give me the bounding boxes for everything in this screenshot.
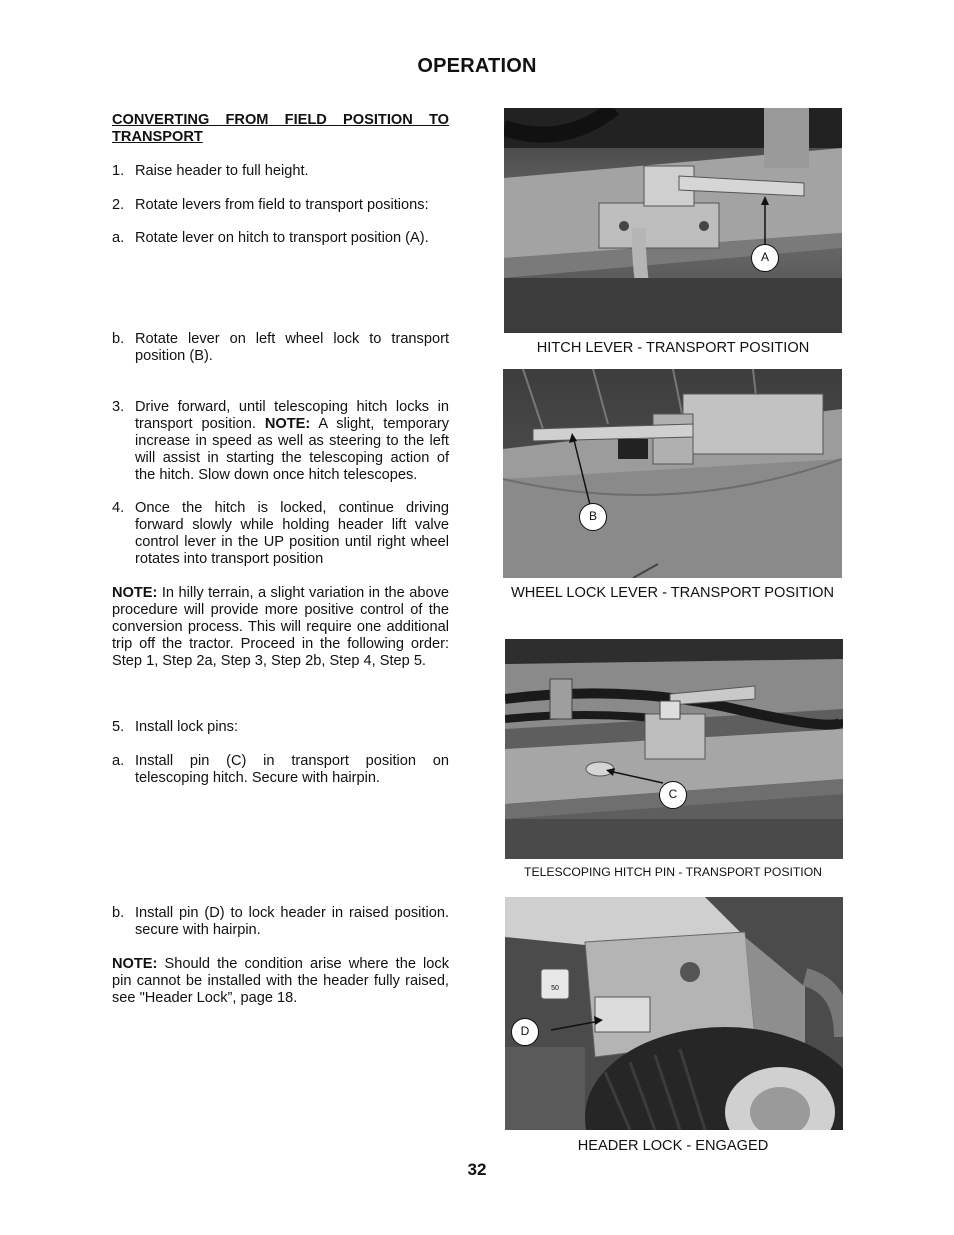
photo-wheel-lock-lever [503,369,842,578]
section-heading: CONVERTING FROM FIELD POSITION TO TRANSPORT [112,112,449,145]
decal-label: 50 [551,985,559,992]
callout-d: D [511,1018,539,1046]
step-text: Rotate lever on hitch to transport position (A). [135,230,429,246]
step-number: 3. [112,399,125,415]
step-text: Raise header to full height. [135,163,309,179]
step-text: Rotate lever on left wheel lock to transport position (B). [135,331,449,364]
note-label: NOTE: [112,585,158,601]
photo-telescoping-hitch-pin [505,639,843,859]
step-3 [112,399,449,484]
step-2b [112,331,449,365]
note-text: In hilly terrain, a slight variation in the above procedure will provide more positive control of the conversion process. This will require one additional trip off the tractor. Proceed in the following order: Step 1, Step 2a, Step 3, Step 2b, Step 4, Step 5. [112,585,449,669]
caption-header-lock: HEADER LOCK - ENGAGED [577,1138,769,1154]
photo-wheel-lock-lever-drawing [503,369,842,578]
step-text: Install lock pins: [135,719,239,735]
callout-b: B [579,503,607,531]
photo-telescoping-hitch-pin-drawing [505,639,843,859]
callout-c: C [659,781,687,809]
step-text: Rotate levers from field to transport positions: [135,197,429,213]
step-2 [112,197,449,214]
step-text: Drive forward, until telescoping hitch locks in transport position. [135,399,449,432]
note-hilly-terrain [112,585,449,670]
step-5a [112,753,449,787]
photo-header-lock-drawing [505,897,843,1130]
callout-a: A [751,244,779,272]
step-text: Once the hitch is locked, continue driving forward slowly while holding header lift valve control lever in the UP position until right wheel rotates into transport position [135,500,449,567]
step-text: Install pin (D) to lock header in raised position. secure with hairpin. [135,905,449,938]
note-header-lock [112,956,449,1007]
step-4 [112,500,449,568]
step-number: a. [112,753,125,769]
photo-hitch-lever [504,108,842,333]
step-text: Install pin (C) in transport position on telescoping hitch. Secure with hairpin. [135,753,449,786]
page-number: 32 [467,1160,487,1179]
photo-hitch-lever-drawing [504,108,842,333]
step-number: 5. [112,719,125,735]
step-1 [112,163,449,180]
step-5b [112,905,449,939]
note-label: NOTE: [264,416,311,432]
step-number: 2. [112,197,125,213]
step-number: a. [112,230,125,246]
note-label: NOTE: [112,956,158,972]
step-2a [112,230,449,247]
photo-header-lock [505,897,843,1130]
step-number: b. [112,331,125,347]
caption-hitch-lever: HITCH LEVER - TRANSPORT POSITION [536,340,810,356]
step-number: 4. [112,500,125,516]
page-title: OPERATION [417,55,537,77]
step-number: b. [112,905,125,921]
step-5 [112,719,449,736]
note-text: A slight, temporary increase in speed as well as steering to the left will assist in starting the telescoping action of the hitch. Slow down once hitch telescopes. [135,416,449,483]
step-number: 1. [112,163,125,179]
caption-telescoping-hitch-pin: TELESCOPING HITCH PIN - TRANSPORT POSITION [524,865,822,879]
caption-wheel-lock-lever: WHEEL LOCK LEVER - TRANSPORT POSITION [510,585,835,601]
note-text: Should the condition arise where the lock pin cannot be installed with the header fully raised, see "Header Lock”, page 18. [112,956,449,1006]
